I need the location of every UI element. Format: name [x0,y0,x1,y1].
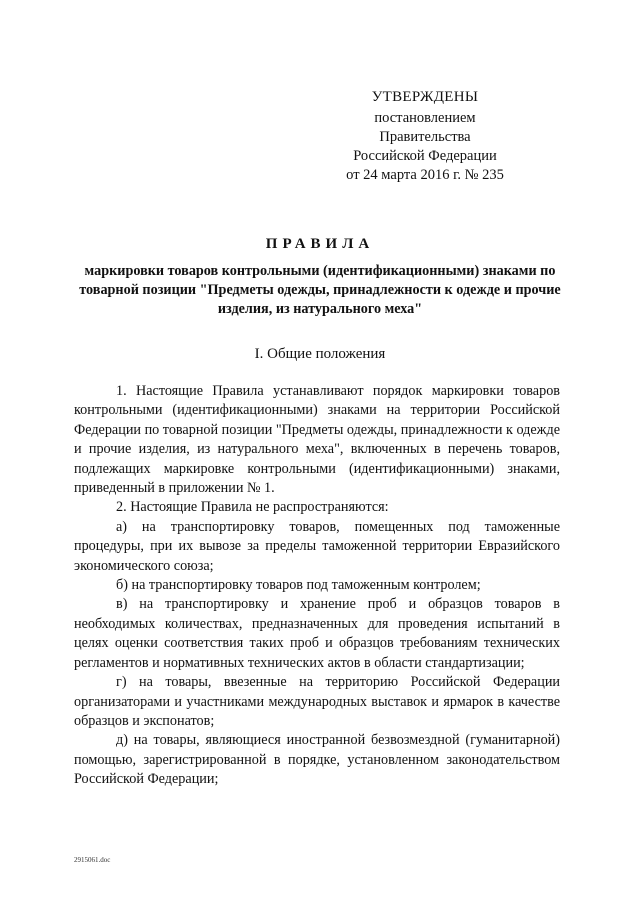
paragraph-2a: а) на транспортировку товаров, помещенных под таможенные процедуры, при их вывозе за пределы таможенной территории Евразийского экономического союза; [74,518,560,574]
document-subtitle: маркировки товаров контрольными (идентификационными) знаками по товарной позиции "Предметы одежды, принадлежности к одежде и прочие изделия, из натурального меха" [79,263,561,317]
approval-line-3: от 24 марта 2016 г. № 235 [346,167,504,183]
approval-heading: УТВЕРЖДЕНЫ [371,89,479,105]
section-title: I. Общие положения [254,346,386,362]
paragraph-2b: б) на транспортировку товаров под таможенным контролем; [116,577,481,594]
paragraph-2e: д) на товары, являющиеся иностранной безвозмездной (гуманитарной) помощью, зарегистрированной в порядке, установленном законодательством Российской Федерации; [74,732,560,788]
paragraph-1: 1. Настоящие Правила устанавливают порядок маркировки товаров контрольными (идентификационными) знаками на территории Российской Федерации по товарной позиции "Предметы одежды, принадлежности к одежде и прочие изделия, из натурального меха", включенных в перечень товаров, подлежащих маркировке контрольными (идентификационными) знаками, приведенный в приложении № 1. [74,383,560,497]
approval-line-2: Российской Федерации [353,148,497,164]
document-body [74,382,560,790]
paragraph-2: 2. Настоящие Правила не распространяются: [116,499,389,516]
approval-line-1: постановлением Правительства [374,110,476,145]
paragraph-2c: в) на транспортировку и хранение проб и образцов товаров в необходимых количествах, предназначенных для проведения испытаний в целях оценки соответствия таких проб и образцов требованиям технических регламентов и нормативных технических актов в области стандартизации; [74,596,560,671]
approval-block [330,88,520,185]
file-name-footer: 2915061.doc [74,856,111,864]
paragraph-2d: г) на товары, ввезенные на территорию Российской Федерации организаторами и участниками международных выставок и ярмарок в качестве образцов и экспонатов; [74,674,560,729]
document-title: ПРАВИЛА [265,236,375,252]
